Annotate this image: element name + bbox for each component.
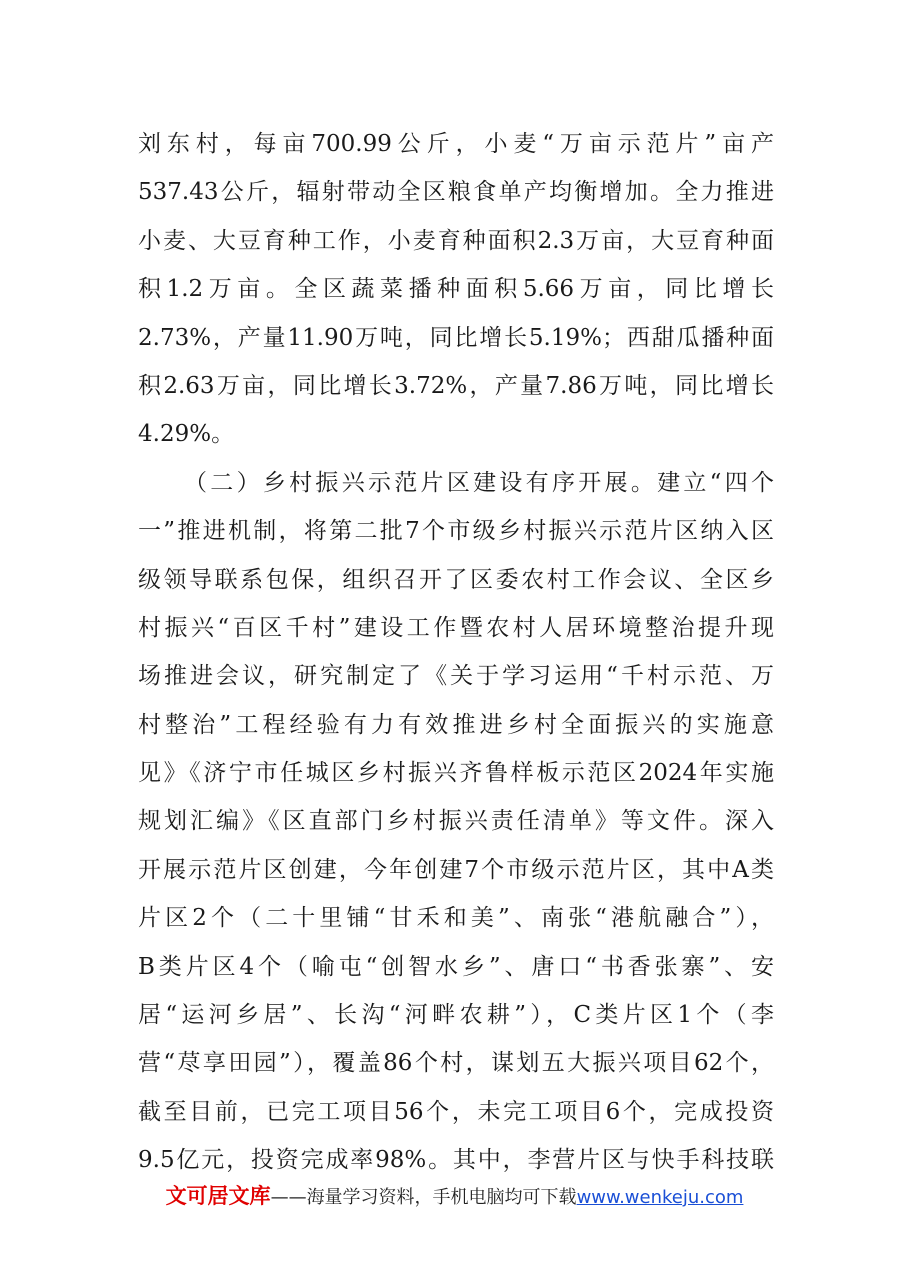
body-line: 一”推进机制，将第二批7个市级乡村振兴示范片区纳入区 [138,518,774,545]
body-line: 见》《济宁市任城区乡村振兴齐鲁样板示范区2024年实施 [138,760,774,787]
body-line: 级领导联系包保，组织召开了区委农村工作会议、全区乡 [138,566,774,593]
page-footer [0,1180,909,1210]
body-line: 积1.2万亩。全区蔬菜播种面积5.66万亩，同比增长 [138,276,774,303]
body-line: 截至目前，已完工项目56个，未完工项目6个，完成投资 [138,1098,774,1125]
body-line: 片区2个（二十里铺“甘禾和美”、南张“港航融合”）， [138,905,774,932]
body-line: 规划汇编》《区直部门乡村振兴责任清单》等文件。深入 [138,808,774,835]
body-line: 刘东村，每亩700.99公斤，小麦“万亩示范片”亩产 [138,131,774,157]
body-line: 村整治”工程经验有力有效推进乡村全面振兴的实施意 [138,711,774,738]
body-line: 居“运河乡居”、长沟“河畔农耕”），C类片区1个（李 [138,1002,774,1029]
footer-slogan: ——海量学习资料，手机电脑均可下载 [270,1187,577,1208]
body-line: 村振兴“百区千村”建设工作暨农村人居环境整治提升现 [138,614,774,641]
body-line: 营“荩享田园”），覆盖86个村，谋划五大振兴项目62个， [138,1050,774,1077]
body-line: 537.43公斤，辐射带动全区粮食单产均衡增加。全力推进 [138,179,774,206]
body-line: 小麦、大豆育种工作，小麦育种面积2.3万亩，大豆育种面 [138,227,774,254]
body-line: B类片区4个（喻屯“创智水乡”、唐口“书香张寨”、安 [138,953,774,980]
footer-website-link[interactable]: www.wenkeju.com [576,1187,744,1208]
body-line: 2.73%，产量11.90万吨，同比增长5.19%；西甜瓜播种面 [138,324,774,351]
document-body [138,120,774,1185]
section-heading-line: （二）乡村振兴示范片区建设有序开展。建立“四个 [184,469,774,496]
body-line: 4.29%。 [138,421,235,448]
body-line: 场推进会议，研究制定了《关于学习运用“千村示范、万 [138,663,774,690]
body-line: 积2.63万亩，同比增长3.72%，产量7.86万吨，同比增长 [138,372,774,399]
footer-brand: 文可居文库 [165,1184,271,1208]
body-line: 9.5亿元，投资完成率98%。其中，李营片区与快手科技联 [138,1147,774,1174]
body-line: 开展示范片区创建，今年创建7个市级示范片区，其中A类 [138,856,774,883]
